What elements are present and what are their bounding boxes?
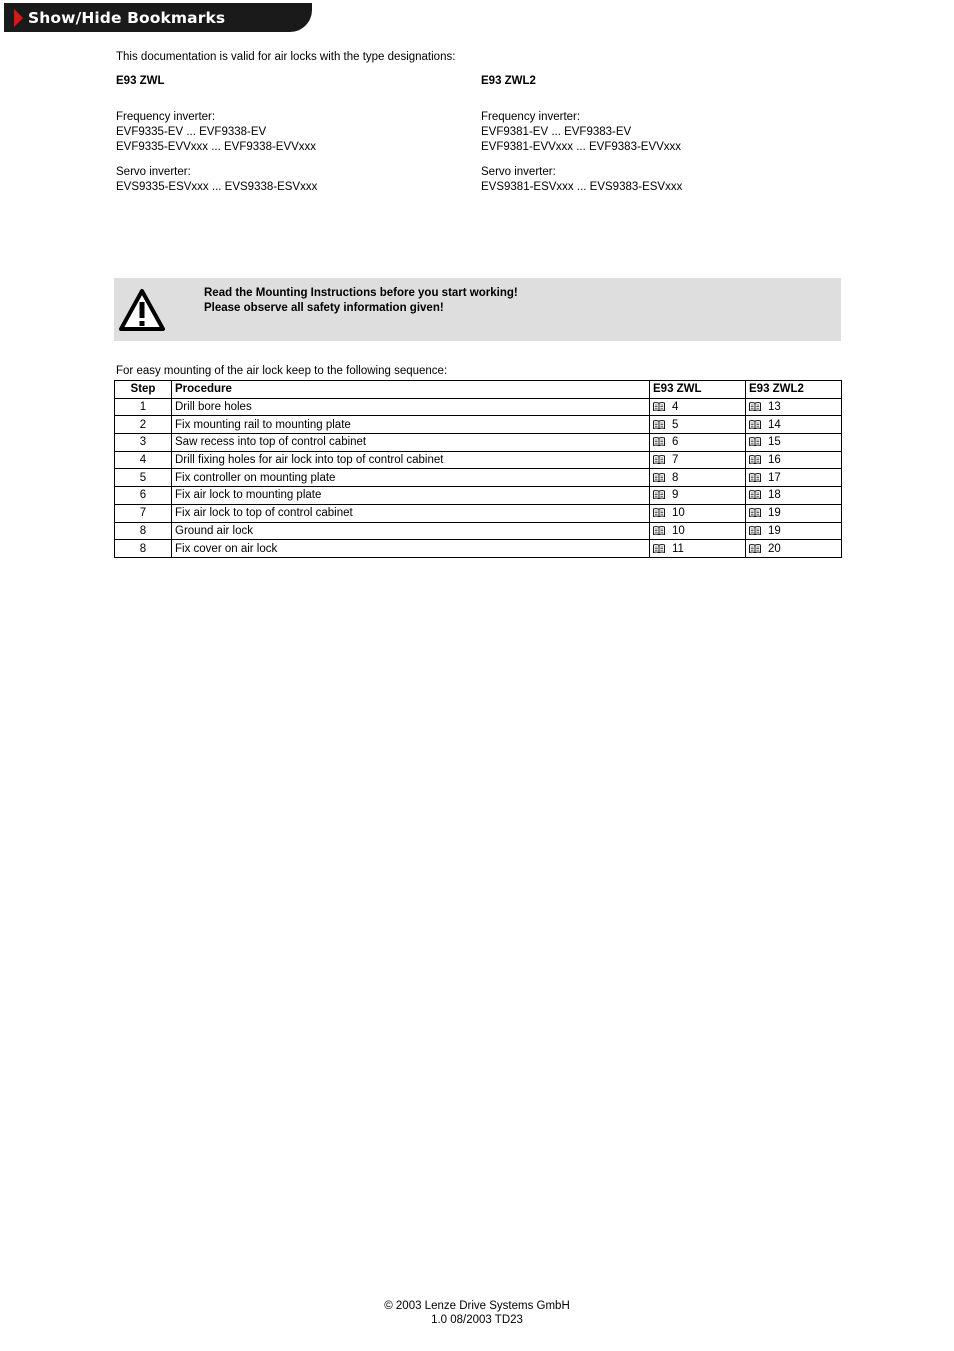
page-ref-zwl2[interactable]: 15 xyxy=(768,436,781,449)
right-heading: E93 ZWL2 xyxy=(481,75,536,87)
cell-zwl2[interactable] xyxy=(746,487,842,505)
header-procedure: Procedure xyxy=(172,381,650,399)
cell-zwl[interactable] xyxy=(650,416,746,434)
cell-zwl2[interactable] xyxy=(746,522,842,540)
cell-zwl[interactable] xyxy=(650,398,746,416)
cell-procedure: Drill fixing holes for air lock into top of control cabinet xyxy=(172,451,650,469)
cell-zwl[interactable] xyxy=(650,451,746,469)
footer xyxy=(0,1300,954,1327)
cell-step: 5 xyxy=(115,469,172,487)
mounting-sequence-table xyxy=(114,380,842,558)
header-zwl2: E93 ZWL2 xyxy=(746,381,842,399)
table-row xyxy=(115,504,842,522)
left-freq-label: Frequency inverter: xyxy=(116,111,216,123)
book-icon xyxy=(749,454,768,466)
cell-step: 2 xyxy=(115,416,172,434)
book-icon xyxy=(749,401,768,413)
cell-zwl[interactable] xyxy=(650,504,746,522)
book-icon xyxy=(653,436,672,448)
table-header-row xyxy=(115,381,842,399)
cell-zwl2[interactable] xyxy=(746,416,842,434)
show-hide-bookmarks-button[interactable] xyxy=(4,3,312,32)
header-step: Step xyxy=(115,381,172,399)
cell-step: 8 xyxy=(115,522,172,540)
book-icon xyxy=(749,525,768,537)
bookmarks-label: Show/Hide Bookmarks xyxy=(28,8,226,27)
table-row xyxy=(115,469,842,487)
right-freq-line2: EVF9381-EVVxxx ... EVF9383-EVVxxx xyxy=(481,141,682,153)
page-ref-zwl2[interactable]: 16 xyxy=(768,454,781,467)
cell-zwl2[interactable] xyxy=(746,451,842,469)
intro-text: This documentation is valid for air locks with the type designations: xyxy=(116,51,456,63)
book-icon xyxy=(749,507,768,519)
footer-copyright: © 2003 Lenze Drive Systems GmbH xyxy=(384,1300,570,1312)
page-ref-zwl[interactable]: 9 xyxy=(672,489,679,502)
book-icon xyxy=(653,472,672,484)
cell-zwl[interactable] xyxy=(650,469,746,487)
page-ref-zwl[interactable]: 4 xyxy=(672,401,679,414)
page-ref-zwl2[interactable]: 13 xyxy=(768,401,781,414)
cell-zwl2[interactable] xyxy=(746,434,842,452)
cell-step: 8 xyxy=(115,540,172,558)
page-ref-zwl2[interactable]: 19 xyxy=(768,524,781,537)
left-servo-label: Servo inverter: xyxy=(116,166,191,178)
cell-procedure: Saw recess into top of control cabinet xyxy=(172,434,650,452)
cell-zwl[interactable] xyxy=(650,487,746,505)
right-freq-line1: EVF9381-EV ... EVF9383-EV xyxy=(481,126,632,138)
warning-box xyxy=(114,278,841,341)
page-ref-zwl[interactable]: 10 xyxy=(672,524,685,537)
table-row xyxy=(115,434,842,452)
table-row xyxy=(115,487,842,505)
sequence-intro: For easy mounting of the air lock keep to the following sequence: xyxy=(116,365,448,377)
cell-procedure: Fix air lock to top of control cabinet xyxy=(172,504,650,522)
book-icon xyxy=(653,489,672,501)
left-freq-line2: EVF9335-EVVxxx ... EVF9338-EVVxxx xyxy=(116,141,317,153)
cell-procedure: Fix mounting rail to mounting plate xyxy=(172,416,650,434)
page-ref-zwl[interactable]: 11 xyxy=(672,542,684,555)
right-servo-line1: EVS9381-ESVxxx ... EVS9383-ESVxxx xyxy=(481,181,683,193)
cell-procedure: Ground air lock xyxy=(172,522,650,540)
page-ref-zwl2[interactable]: 17 xyxy=(768,471,781,484)
cell-step: 1 xyxy=(115,398,172,416)
cell-procedure: Fix controller on mounting plate xyxy=(172,469,650,487)
cell-procedure: Fix air lock to mounting plate xyxy=(172,487,650,505)
page-ref-zwl[interactable]: 6 xyxy=(672,436,679,449)
table-row xyxy=(115,540,842,558)
book-icon xyxy=(653,525,672,537)
book-icon xyxy=(749,419,768,431)
book-icon xyxy=(749,543,768,555)
left-heading: E93 ZWL xyxy=(116,75,165,87)
cell-zwl[interactable] xyxy=(650,540,746,558)
page-ref-zwl[interactable]: 10 xyxy=(672,507,685,520)
warning-line-2: Please observe all safety information given! xyxy=(204,302,444,314)
page-ref-zwl2[interactable]: 18 xyxy=(768,489,781,502)
table-row xyxy=(115,522,842,540)
footer-version: 1.0 08/2003 TD23 xyxy=(431,1313,523,1326)
header-zwl: E93 ZWL xyxy=(650,381,746,399)
book-icon xyxy=(653,419,672,431)
cell-procedure: Fix cover on air lock xyxy=(172,540,650,558)
right-servo-label: Servo inverter: xyxy=(481,166,556,178)
cell-zwl2[interactable] xyxy=(746,469,842,487)
left-freq-line1: EVF9335-EV ... EVF9338-EV xyxy=(116,126,267,138)
table-row xyxy=(115,451,842,469)
cell-step: 3 xyxy=(115,434,172,452)
page-ref-zwl2[interactable]: 20 xyxy=(768,542,781,555)
cell-zwl2[interactable] xyxy=(746,540,842,558)
right-freq-label: Frequency inverter: xyxy=(481,111,581,123)
red-arrow-icon xyxy=(14,9,23,27)
book-icon xyxy=(653,543,672,555)
book-icon xyxy=(653,507,672,519)
cell-zwl2[interactable] xyxy=(746,398,842,416)
page-ref-zwl[interactable]: 5 xyxy=(672,418,679,431)
table-row xyxy=(115,416,842,434)
page-ref-zwl2[interactable]: 14 xyxy=(768,418,781,431)
cell-step: 6 xyxy=(115,487,172,505)
left-servo-line1: EVS9335-ESVxxx ... EVS9338-ESVxxx xyxy=(116,181,318,193)
cell-zwl[interactable] xyxy=(650,522,746,540)
table-row xyxy=(115,398,842,416)
cell-procedure: Drill bore holes xyxy=(172,398,650,416)
book-icon xyxy=(653,401,672,413)
book-icon xyxy=(653,454,672,466)
warning-line-1: Read the Mounting Instructions before you start working! xyxy=(204,287,518,299)
warning-triangle-icon xyxy=(118,288,166,332)
page-ref-zwl[interactable]: 8 xyxy=(672,471,679,484)
page-ref-zwl2[interactable]: 19 xyxy=(768,507,781,520)
book-icon xyxy=(749,489,768,501)
cell-zwl[interactable] xyxy=(650,434,746,452)
book-icon xyxy=(749,472,768,484)
cell-zwl2[interactable] xyxy=(746,504,842,522)
page-ref-zwl[interactable]: 7 xyxy=(672,454,679,467)
cell-step: 4 xyxy=(115,451,172,469)
cell-step: 7 xyxy=(115,504,172,522)
book-icon xyxy=(749,436,768,448)
